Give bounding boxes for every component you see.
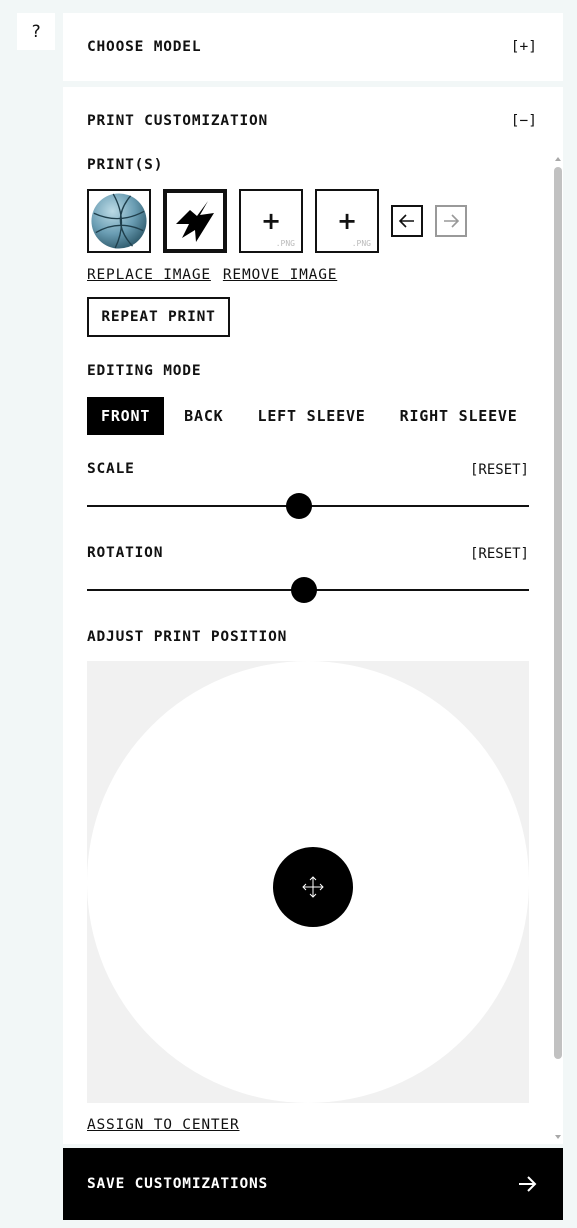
rotation-label: ROTATION	[87, 545, 164, 561]
print-thumbnails	[87, 189, 467, 253]
scale-slider[interactable]	[87, 492, 529, 520]
scale-reset-button[interactable]: [RESET]	[469, 462, 529, 478]
prev-print-button[interactable]	[391, 205, 423, 237]
add-plus-icon: +	[336, 207, 358, 235]
choose-model-header[interactable]	[87, 13, 537, 81]
rotation-slider[interactable]	[87, 576, 529, 604]
collapse-toggle[interactable]: [−]	[510, 113, 537, 129]
image-actions	[87, 267, 337, 283]
remove-image-link[interactable]: REMOVE IMAGE	[222, 267, 338, 283]
position-drag-handle[interactable]	[273, 847, 353, 927]
scroll-thumb[interactable]	[554, 167, 562, 1059]
bolt-logo-image	[172, 198, 218, 244]
arrow-right-icon	[441, 211, 461, 231]
png-hint: .PNG	[351, 239, 371, 248]
adjust-position-label: ADJUST PRINT POSITION	[87, 629, 288, 645]
add-print-slot[interactable]	[315, 189, 379, 253]
scale-handle[interactable]	[286, 493, 312, 519]
help-button[interactable]	[17, 13, 55, 50]
rotation-handle[interactable]	[291, 577, 317, 603]
save-customizations-button[interactable]	[63, 1148, 563, 1220]
panel-scrollbar[interactable]	[554, 155, 562, 1141]
save-label: SAVE CUSTOMIZATIONS	[87, 1176, 269, 1192]
tab-right-sleeve[interactable]: RIGHT SLEEVE	[399, 407, 518, 425]
print-thumbnail-basketball[interactable]	[87, 189, 151, 253]
scroll-down-arrow-icon[interactable]	[555, 1135, 561, 1139]
move-icon	[301, 875, 325, 899]
scale-label: SCALE	[87, 461, 135, 477]
editing-mode-tabs	[87, 397, 538, 435]
choose-model-panel	[63, 13, 563, 81]
help-label: ?	[30, 21, 42, 42]
arrow-left-icon	[397, 211, 417, 231]
next-print-button[interactable]	[435, 205, 467, 237]
replace-image-link[interactable]: REPLACE IMAGE	[87, 267, 211, 283]
choose-model-title: CHOOSE MODEL	[87, 39, 202, 55]
scroll-up-arrow-icon[interactable]	[555, 157, 561, 161]
tab-back[interactable]: BACK	[184, 407, 224, 425]
print-customization-title: PRINT CUSTOMIZATION	[87, 113, 269, 129]
basketball-image	[90, 192, 148, 250]
add-plus-icon: +	[260, 207, 282, 235]
tab-front[interactable]: FRONT	[87, 397, 164, 435]
expand-toggle[interactable]: [+]	[510, 39, 537, 55]
png-hint: .PNG	[275, 239, 295, 248]
tab-left-sleeve[interactable]: LEFT SLEEVE	[257, 407, 366, 425]
prints-label: PRINT(S)	[87, 157, 164, 173]
rotation-reset-button[interactable]: [RESET]	[469, 546, 529, 562]
print-thumbnail-bolt[interactable]	[163, 189, 227, 253]
repeat-print-button[interactable]: REPEAT PRINT	[87, 297, 230, 337]
print-position-area[interactable]	[87, 661, 529, 1103]
print-customization-header[interactable]	[87, 89, 537, 153]
assign-to-center-link[interactable]: ASSIGN TO CENTER	[87, 1117, 240, 1133]
add-print-slot[interactable]	[239, 189, 303, 253]
arrow-right-icon	[517, 1174, 537, 1194]
editing-mode-label: EDITING MODE	[87, 363, 202, 379]
print-customization-panel	[63, 87, 563, 1144]
